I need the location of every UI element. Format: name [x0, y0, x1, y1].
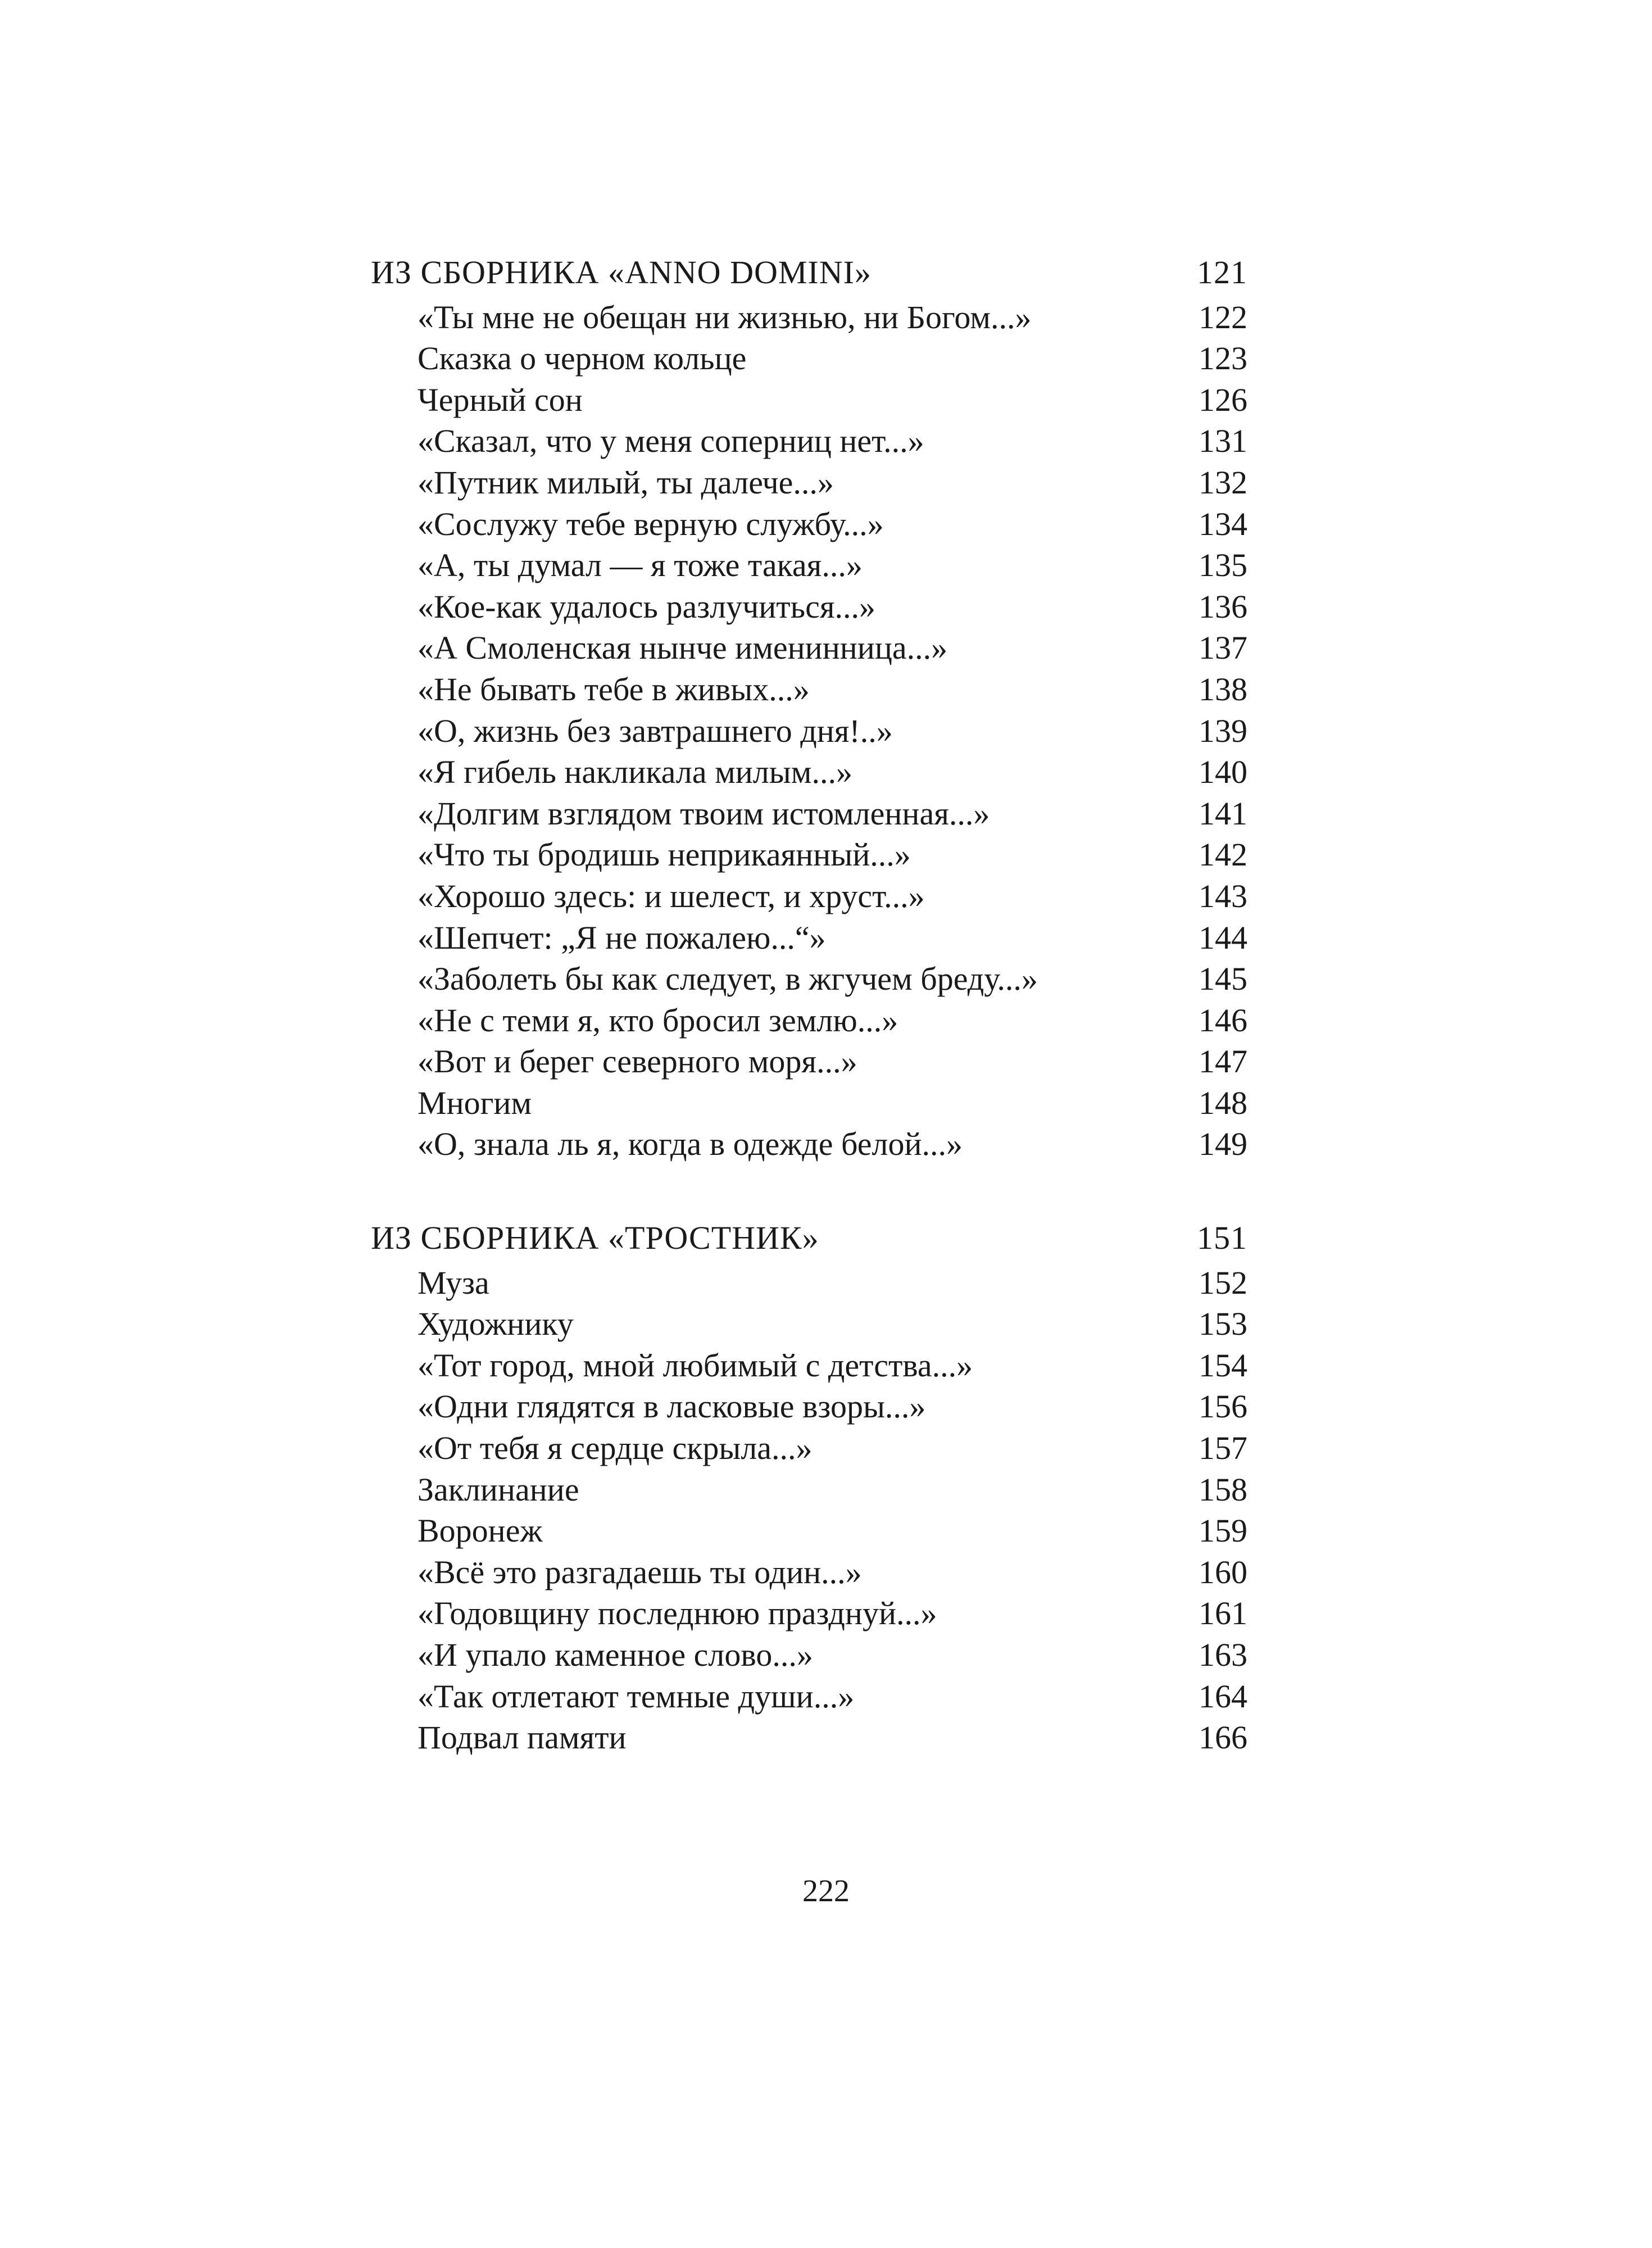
- entry-title: «Не бывать тебе в живых...»: [417, 670, 810, 708]
- entry-page: 141: [1199, 795, 1247, 832]
- entry-title: «Сослужу тебе верную службу...»: [417, 505, 884, 542]
- entry-title: Черный сон: [417, 381, 583, 418]
- entry-page: 136: [1199, 588, 1247, 625]
- dot-leader: [937, 441, 1186, 452]
- dot-leader: [866, 1696, 1186, 1707]
- dot-leader: [923, 854, 1186, 865]
- dot-leader: [888, 606, 1186, 618]
- entry-title: «И упало каменное слово...»: [417, 1636, 813, 1673]
- entry-page: 152: [1199, 1264, 1247, 1301]
- entry-page: 164: [1199, 1678, 1247, 1715]
- entry-title: «Вот и берег северного моря...»: [417, 1043, 857, 1080]
- toc-entry: [371, 504, 1247, 545]
- entry-page: 145: [1199, 960, 1247, 998]
- entry-page: 158: [1199, 1471, 1247, 1508]
- dot-leader: [825, 1448, 1186, 1459]
- dot-leader: [874, 1572, 1186, 1583]
- entry-page: 143: [1199, 877, 1247, 914]
- dot-leader: [544, 1103, 1186, 1114]
- entry-page: 149: [1199, 1126, 1247, 1163]
- entry-page: 122: [1199, 298, 1247, 336]
- entry-page: 153: [1199, 1306, 1247, 1343]
- entry-page: 144: [1199, 919, 1247, 956]
- entry-title: «О, жизнь без завтрашнего дня!..»: [417, 712, 893, 749]
- entry-title: «Долгим взглядом твоим истомленная...»: [417, 795, 990, 832]
- entry-page: 131: [1199, 423, 1247, 460]
- dot-leader: [875, 565, 1186, 576]
- entry-title: «Хорошо здесь: и шелест, и хруст...»: [417, 877, 925, 914]
- toc-entry: [371, 1386, 1247, 1427]
- page-number: 222: [802, 1874, 850, 1909]
- toc-entry: [371, 462, 1247, 504]
- entry-page: 147: [1199, 1043, 1247, 1080]
- toc-entry: [371, 338, 1247, 379]
- toc-entry: [371, 669, 1247, 710]
- entry-title: Многим: [417, 1084, 532, 1121]
- dot-leader: [846, 482, 1186, 493]
- entry-title: «Кое-как удалось разлучиться...»: [417, 588, 876, 625]
- dot-leader: [950, 1613, 1187, 1624]
- entry-title: «А Смоленская нынче именинница...»: [417, 629, 948, 667]
- section-heading: [371, 252, 1247, 293]
- entry-page: 161: [1199, 1595, 1247, 1632]
- toc-entry: [371, 420, 1247, 462]
- entry-title: «Заболеть бы как следует, в жгучем бреду...»: [417, 960, 1038, 998]
- toc-entry: [371, 545, 1247, 586]
- toc-entry: [371, 1676, 1247, 1717]
- toc-entry: [371, 379, 1247, 421]
- entry-title: «Ты мне не обещан ни жизнью, ни Богом...»: [417, 298, 1032, 336]
- entry-page: 159: [1199, 1512, 1247, 1549]
- dot-leader: [865, 772, 1186, 783]
- entry-title: «Так отлетают темные души...»: [417, 1678, 855, 1715]
- entry-page: 154: [1199, 1347, 1247, 1384]
- entry-title: «Путник милый, ты далече...»: [417, 464, 834, 501]
- entry-title: Художнику: [417, 1306, 574, 1343]
- toc-entry: [371, 1082, 1247, 1124]
- entry-page: 135: [1199, 547, 1247, 584]
- toc-entry: [371, 1469, 1247, 1511]
- entry-page: 166: [1199, 1719, 1247, 1756]
- toc-entry: [371, 586, 1247, 628]
- toc-entry: [371, 1041, 1247, 1082]
- entry-title: Подвал памяти: [417, 1719, 627, 1756]
- dot-leader: [639, 1737, 1186, 1748]
- entry-page: 163: [1199, 1636, 1247, 1673]
- entry-page: 156: [1199, 1388, 1247, 1425]
- dot-leader: [910, 1020, 1186, 1031]
- entry-title: Муза: [417, 1264, 489, 1301]
- toc-entry: [371, 793, 1247, 835]
- entry-title: «Я гибель накликала милым...»: [417, 754, 852, 791]
- entry-page: 160: [1199, 1553, 1247, 1590]
- entry-title: «Сказал, что у меня соперниц нет...»: [417, 423, 924, 460]
- dot-leader: [1050, 978, 1186, 990]
- toc-entry: [371, 1303, 1247, 1345]
- section-heading-page: 151: [1197, 1220, 1247, 1256]
- dot-leader: [870, 1061, 1186, 1072]
- entry-title: «Не с теми я, кто бросил землю...»: [417, 1001, 898, 1039]
- section-heading-title: ИЗ СБОРНИКА «ANNO DOMINI»: [371, 254, 872, 291]
- dot-leader: [502, 1282, 1186, 1294]
- dot-leader: [960, 647, 1186, 659]
- entry-page: 157: [1199, 1429, 1247, 1466]
- dot-leader: [822, 689, 1186, 700]
- entry-title: Сказка о черном кольце: [417, 340, 747, 377]
- toc-entry: [371, 710, 1247, 752]
- toc-entry: [371, 1262, 1247, 1304]
- entry-page: 134: [1199, 505, 1247, 542]
- entry-title: «Тот город, мной любимый с детства...»: [417, 1347, 973, 1384]
- entry-title: «От тебя я сердце скрыла...»: [417, 1429, 813, 1466]
- toc-entry: [371, 1510, 1247, 1552]
- toc-entry: [371, 834, 1247, 876]
- entry-page: 140: [1199, 754, 1247, 791]
- dot-leader: [595, 400, 1186, 411]
- dot-leader: [905, 731, 1186, 742]
- entry-page: 139: [1199, 712, 1247, 749]
- entry-page: 126: [1199, 381, 1247, 418]
- toc-entry: [371, 1123, 1247, 1165]
- dot-leader: [838, 937, 1186, 949]
- entry-title: «Что ты бродишь неприкаянный...»: [417, 836, 911, 873]
- toc-entry: [371, 1000, 1247, 1041]
- toc-entry: [371, 297, 1247, 338]
- entry-page: 138: [1199, 670, 1247, 708]
- entry-title: «А, ты думал — я тоже такая...»: [417, 547, 863, 584]
- entry-page: 137: [1199, 629, 1247, 667]
- entry-page: 146: [1199, 1001, 1247, 1039]
- toc-entry: [371, 876, 1247, 917]
- entry-title: Заклинание: [417, 1471, 579, 1508]
- dot-leader: [825, 1655, 1186, 1666]
- toc-section-trostnik: [371, 1217, 1247, 1758]
- dot-leader: [985, 1365, 1186, 1376]
- toc-entry: [371, 1634, 1247, 1676]
- toc-entry: [371, 627, 1247, 669]
- entry-title: «О, знала ль я, когда в одежде белой...»: [417, 1126, 963, 1163]
- dot-leader: [759, 358, 1186, 369]
- dot-leader: [586, 1324, 1186, 1335]
- toc-entry: [371, 1717, 1247, 1758]
- entry-page: 123: [1199, 340, 1247, 377]
- entry-page: 132: [1199, 464, 1247, 501]
- section-heading: [371, 1217, 1247, 1259]
- entry-title: «Шепчет: „Я не пожалею...“»: [417, 919, 826, 956]
- toc-entry: [371, 1552, 1247, 1593]
- section-heading-page: 121: [1197, 254, 1247, 291]
- dot-leader: [937, 896, 1186, 907]
- entry-title: «Годовщину последнюю празднуй...»: [417, 1595, 937, 1632]
- section-heading-title: ИЗ СБОРНИКА «ТРОСТНИК»: [371, 1220, 819, 1256]
- entry-title: «Одни глядятся в ласковые взоры...»: [417, 1388, 926, 1425]
- dot-leader: [884, 272, 1184, 283]
- dot-leader: [592, 1489, 1186, 1501]
- dot-leader: [555, 1530, 1186, 1542]
- toc-section-anno-domini: [371, 252, 1247, 1165]
- entry-page: 142: [1199, 836, 1247, 873]
- dot-leader: [938, 1406, 1186, 1417]
- toc-entry: [371, 751, 1247, 793]
- dot-leader: [896, 524, 1186, 535]
- dot-leader: [975, 1144, 1186, 1155]
- entry-page: 148: [1199, 1084, 1247, 1121]
- toc-entry: [371, 1593, 1247, 1634]
- toc-entry: [371, 917, 1247, 959]
- dot-leader: [1002, 813, 1186, 824]
- toc-entry: [371, 1345, 1247, 1386]
- entry-title: «Всё это разгадаешь ты один...»: [417, 1553, 862, 1590]
- toc-entry: [371, 958, 1247, 1000]
- dot-leader: [832, 1238, 1184, 1249]
- toc-entry: [371, 1427, 1247, 1469]
- entry-title: Воронеж: [417, 1512, 543, 1549]
- dot-leader: [1043, 317, 1186, 328]
